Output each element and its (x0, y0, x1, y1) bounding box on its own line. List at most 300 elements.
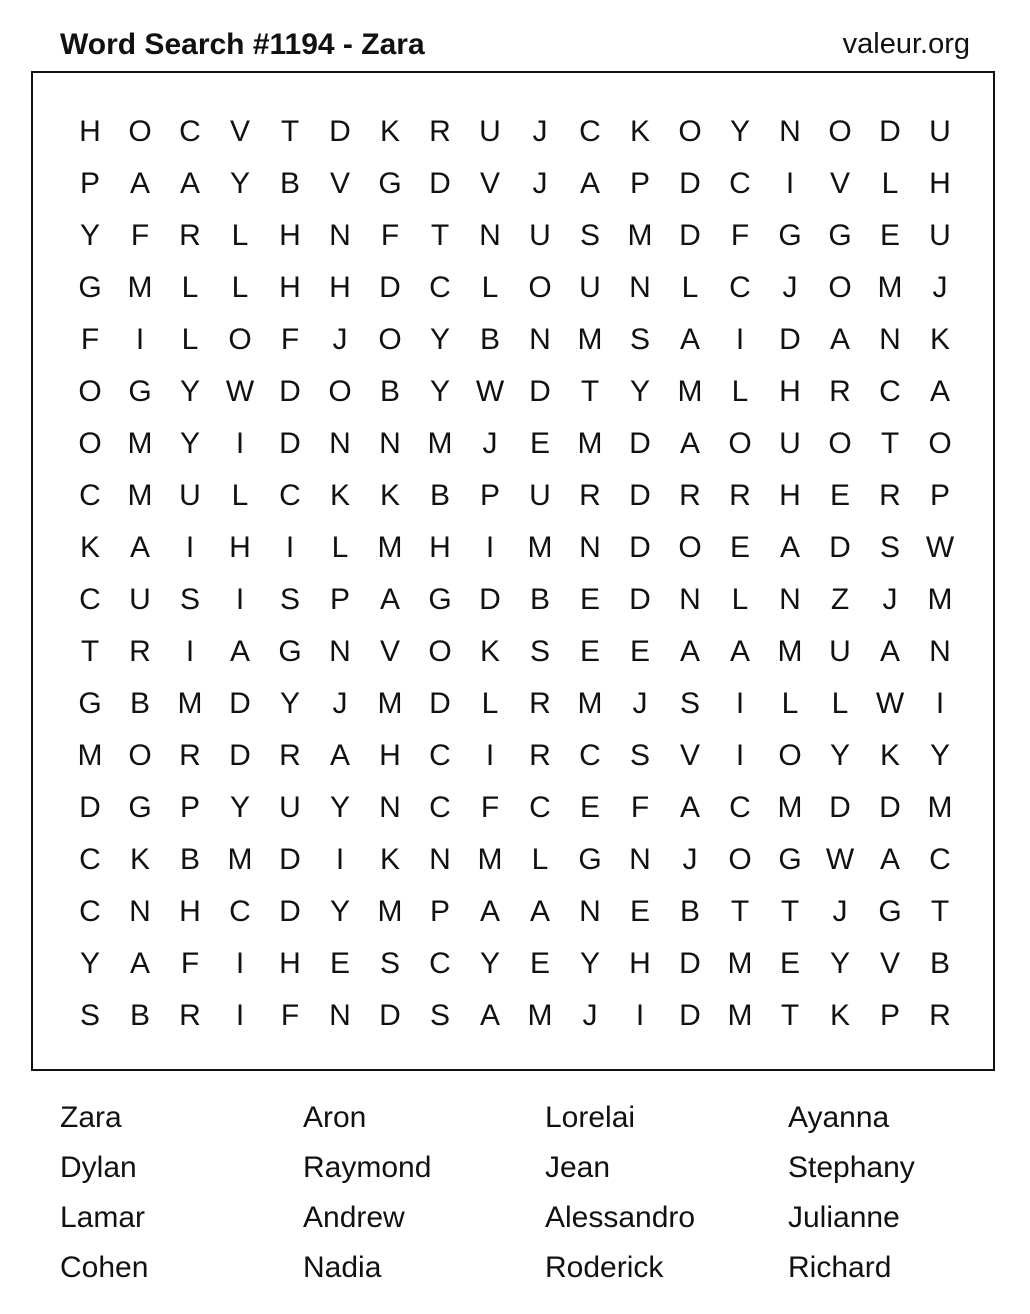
grid-cell[interactable]: K (829, 999, 850, 1032)
grid-cell[interactable]: D (229, 687, 251, 720)
grid-cell[interactable]: Y (329, 791, 350, 824)
grid-cell[interactable]: A (129, 167, 150, 200)
grid-cell[interactable]: Y (179, 375, 200, 408)
grid-cell[interactable]: M (677, 375, 703, 408)
grid-cell[interactable]: D (379, 271, 401, 304)
grid-cell[interactable]: B (679, 895, 700, 928)
grid-cell[interactable]: M (577, 687, 603, 720)
grid-cell[interactable]: A (479, 895, 500, 928)
grid-cell[interactable]: F (130, 219, 150, 252)
grid-cell[interactable]: O (78, 375, 102, 408)
grid-cell[interactable]: I (235, 999, 245, 1032)
grid-cell[interactable]: R (679, 479, 701, 512)
grid-cell[interactable]: I (185, 531, 195, 564)
grid-cell[interactable]: B (379, 375, 400, 408)
grid-cell[interactable]: E (529, 427, 550, 460)
grid-cell[interactable]: K (79, 531, 100, 564)
grid-cell[interactable]: D (429, 687, 451, 720)
grid-cell[interactable]: A (129, 531, 150, 564)
grid-cell[interactable]: H (329, 271, 351, 304)
grid-cell[interactable]: J (332, 687, 348, 720)
grid-cell[interactable]: C (429, 739, 451, 772)
grid-cell[interactable]: V (879, 947, 900, 980)
grid-cell[interactable]: A (779, 531, 800, 564)
grid-cell[interactable]: D (629, 583, 651, 616)
grid-cell[interactable]: H (379, 739, 401, 772)
grid-cell[interactable]: O (378, 323, 402, 356)
grid-cell[interactable]: E (729, 531, 750, 564)
grid-cell[interactable]: M (527, 999, 553, 1032)
grid-cell[interactable]: C (229, 895, 251, 928)
grid-cell[interactable]: T (730, 895, 750, 928)
grid-cell[interactable]: O (678, 115, 702, 148)
grid-cell[interactable]: G (428, 583, 452, 616)
grid-cell[interactable]: D (629, 427, 651, 460)
grid-cell[interactable]: D (329, 115, 351, 148)
grid-cell[interactable]: S (629, 323, 650, 356)
grid-cell[interactable]: L (481, 687, 499, 720)
grid-cell[interactable]: E (579, 583, 600, 616)
grid-cell[interactable]: G (578, 843, 602, 876)
grid-cell[interactable]: A (529, 895, 550, 928)
grid-cell[interactable]: I (785, 167, 795, 200)
grid-cell[interactable]: I (735, 739, 745, 772)
grid-cell[interactable]: G (128, 791, 152, 824)
grid-cell[interactable]: L (231, 271, 249, 304)
grid-cell[interactable]: F (80, 323, 100, 356)
grid-cell[interactable]: O (828, 271, 852, 304)
grid-cell[interactable]: I (735, 687, 745, 720)
grid-cell[interactable]: T (930, 895, 950, 928)
grid-cell[interactable]: K (379, 843, 400, 876)
grid-cell[interactable]: B (129, 687, 150, 720)
grid-cell[interactable]: U (529, 479, 551, 512)
grid-cell[interactable]: R (429, 115, 451, 148)
grid-cell[interactable]: Y (479, 947, 500, 980)
grid-cell[interactable]: D (429, 167, 451, 200)
grid-cell[interactable]: N (679, 583, 701, 616)
grid-cell[interactable]: M (477, 843, 503, 876)
grid-cell[interactable]: R (529, 739, 551, 772)
grid-cell[interactable]: N (429, 843, 451, 876)
grid-cell[interactable]: M (727, 999, 753, 1032)
grid-cell[interactable]: A (729, 635, 750, 668)
grid-cell[interactable]: T (430, 219, 450, 252)
grid-cell[interactable]: O (128, 115, 152, 148)
grid-cell[interactable]: W (925, 531, 955, 564)
grid-cell[interactable]: N (379, 427, 401, 460)
grid-cell[interactable]: A (329, 739, 350, 772)
grid-cell[interactable]: L (881, 167, 899, 200)
grid-cell[interactable]: P (429, 895, 450, 928)
grid-cell[interactable]: A (179, 167, 200, 200)
grid-cell[interactable]: O (228, 323, 252, 356)
grid-cell[interactable]: Y (79, 947, 100, 980)
grid-cell[interactable]: A (129, 947, 150, 980)
grid-cell[interactable]: A (929, 375, 950, 408)
grid-cell[interactable]: A (579, 167, 600, 200)
grid-cell[interactable]: P (79, 167, 100, 200)
grid-cell[interactable]: Y (829, 739, 850, 772)
grid-cell[interactable]: C (179, 115, 201, 148)
grid-cell[interactable]: C (429, 791, 451, 824)
grid-cell[interactable]: S (579, 219, 600, 252)
grid-cell[interactable]: I (485, 531, 495, 564)
grid-cell[interactable]: L (481, 271, 499, 304)
grid-cell[interactable]: C (79, 843, 101, 876)
grid-cell[interactable]: D (679, 947, 701, 980)
grid-cell[interactable]: D (829, 531, 851, 564)
grid-cell[interactable]: G (378, 167, 402, 200)
grid-cell[interactable]: M (577, 323, 603, 356)
grid-cell[interactable]: L (831, 687, 849, 720)
grid-cell[interactable]: Z (830, 583, 850, 616)
grid-cell[interactable]: N (529, 323, 551, 356)
grid-cell[interactable]: C (729, 167, 751, 200)
grid-cell[interactable]: U (779, 427, 801, 460)
grid-cell[interactable]: K (129, 843, 150, 876)
grid-cell[interactable]: I (735, 323, 745, 356)
grid-cell[interactable]: T (780, 895, 800, 928)
grid-cell[interactable]: A (229, 635, 250, 668)
grid-cell[interactable]: D (529, 375, 551, 408)
grid-cell[interactable]: R (179, 739, 201, 772)
grid-cell[interactable]: P (879, 999, 900, 1032)
grid-cell[interactable]: M (877, 271, 903, 304)
grid-cell[interactable]: Y (229, 167, 250, 200)
grid-cell[interactable]: J (532, 167, 548, 200)
grid-cell[interactable]: U (129, 583, 151, 616)
grid-cell[interactable]: E (579, 791, 600, 824)
grid-cell[interactable]: N (329, 999, 351, 1032)
grid-cell[interactable]: Y (579, 947, 600, 980)
grid-cell[interactable]: G (878, 895, 902, 928)
grid-cell[interactable]: O (828, 427, 852, 460)
grid-cell[interactable]: M (777, 791, 803, 824)
grid-cell[interactable]: D (379, 999, 401, 1032)
grid-cell[interactable]: N (379, 791, 401, 824)
grid-cell[interactable]: T (580, 375, 600, 408)
grid-cell[interactable]: M (527, 531, 553, 564)
grid-cell[interactable]: K (379, 479, 400, 512)
grid-cell[interactable]: R (529, 687, 551, 720)
grid-cell[interactable]: M (777, 635, 803, 668)
grid-cell[interactable]: D (279, 375, 301, 408)
grid-cell[interactable]: N (779, 115, 801, 148)
grid-cell[interactable]: A (879, 635, 900, 668)
grid-cell[interactable]: O (928, 427, 952, 460)
grid-cell[interactable]: V (329, 167, 350, 200)
grid-cell[interactable]: O (528, 271, 552, 304)
grid-cell[interactable]: F (280, 999, 300, 1032)
grid-cell[interactable]: N (629, 271, 651, 304)
grid-cell[interactable]: M (627, 219, 653, 252)
grid-cell[interactable]: J (532, 115, 548, 148)
grid-cell[interactable]: K (379, 115, 400, 148)
grid-cell[interactable]: H (279, 219, 301, 252)
grid-cell[interactable]: O (778, 739, 802, 772)
grid-cell[interactable]: O (828, 115, 852, 148)
grid-cell[interactable]: N (129, 895, 151, 928)
grid-cell[interactable]: S (79, 999, 100, 1032)
grid-cell[interactable]: E (579, 635, 600, 668)
grid-cell[interactable]: F (280, 323, 300, 356)
grid-cell[interactable]: R (579, 479, 601, 512)
grid-cell[interactable]: L (781, 687, 799, 720)
grid-cell[interactable]: U (929, 115, 951, 148)
grid-cell[interactable]: O (428, 635, 452, 668)
grid-cell[interactable]: M (177, 687, 203, 720)
grid-cell[interactable]: C (529, 791, 551, 824)
grid-cell[interactable]: O (128, 739, 152, 772)
grid-cell[interactable]: D (229, 739, 251, 772)
grid-cell[interactable]: J (882, 583, 898, 616)
grid-cell[interactable]: N (329, 219, 351, 252)
grid-cell[interactable]: S (379, 947, 400, 980)
grid-cell[interactable]: R (829, 375, 851, 408)
grid-cell[interactable]: M (427, 427, 453, 460)
grid-cell[interactable]: T (80, 635, 100, 668)
grid-cell[interactable]: W (825, 843, 855, 876)
grid-cell[interactable]: D (629, 479, 651, 512)
grid-cell[interactable]: Y (79, 219, 100, 252)
grid-cell[interactable]: S (629, 739, 650, 772)
grid-cell[interactable]: I (335, 843, 345, 876)
grid-cell[interactable]: J (332, 323, 348, 356)
grid-cell[interactable]: H (429, 531, 451, 564)
grid-cell[interactable]: G (128, 375, 152, 408)
grid-cell[interactable]: O (78, 427, 102, 460)
grid-cell[interactable]: D (879, 791, 901, 824)
grid-cell[interactable]: J (632, 687, 648, 720)
grid-cell[interactable]: J (832, 895, 848, 928)
grid-cell[interactable]: Y (829, 947, 850, 980)
grid-cell[interactable]: H (929, 167, 951, 200)
grid-cell[interactable]: S (679, 687, 700, 720)
grid-cell[interactable]: I (285, 531, 295, 564)
grid-cell[interactable]: D (879, 115, 901, 148)
grid-cell[interactable]: N (629, 843, 651, 876)
grid-cell[interactable]: N (329, 427, 351, 460)
grid-cell[interactable]: W (225, 375, 255, 408)
grid-cell[interactable]: D (779, 323, 801, 356)
grid-cell[interactable]: B (479, 323, 500, 356)
grid-cell[interactable]: J (682, 843, 698, 876)
grid-cell[interactable]: E (629, 635, 650, 668)
grid-cell[interactable]: A (829, 323, 850, 356)
grid-cell[interactable]: F (180, 947, 200, 980)
grid-cell[interactable]: H (179, 895, 201, 928)
grid-cell[interactable]: D (629, 531, 651, 564)
grid-cell[interactable]: J (482, 427, 498, 460)
grid-cell[interactable]: N (779, 583, 801, 616)
grid-cell[interactable]: N (329, 635, 351, 668)
grid-cell[interactable]: D (479, 583, 501, 616)
grid-cell[interactable]: J (932, 271, 948, 304)
grid-cell[interactable]: T (880, 427, 900, 460)
grid-cell[interactable]: A (879, 843, 900, 876)
grid-cell[interactable]: D (679, 167, 701, 200)
grid-cell[interactable]: C (729, 791, 751, 824)
grid-cell[interactable]: J (582, 999, 598, 1032)
grid-cell[interactable]: W (475, 375, 505, 408)
grid-cell[interactable]: W (875, 687, 905, 720)
grid-cell[interactable]: C (429, 271, 451, 304)
grid-cell[interactable]: H (229, 531, 251, 564)
grid-cell[interactable]: N (579, 895, 601, 928)
grid-cell[interactable]: F (480, 791, 500, 824)
grid-cell[interactable]: O (678, 531, 702, 564)
grid-cell[interactable]: E (329, 947, 350, 980)
grid-cell[interactable]: U (479, 115, 501, 148)
grid-cell[interactable]: M (577, 427, 603, 460)
grid-cell[interactable]: L (731, 583, 749, 616)
grid-cell[interactable]: V (679, 739, 700, 772)
grid-cell[interactable]: Y (429, 323, 450, 356)
grid-cell[interactable]: G (278, 635, 302, 668)
grid-cell[interactable]: P (929, 479, 950, 512)
grid-cell[interactable]: T (780, 999, 800, 1032)
grid-cell[interactable]: U (529, 219, 551, 252)
grid-cell[interactable]: G (78, 687, 102, 720)
grid-cell[interactable]: H (279, 271, 301, 304)
grid-cell[interactable]: F (630, 791, 650, 824)
grid-cell[interactable]: L (331, 531, 349, 564)
grid-cell[interactable]: E (529, 947, 550, 980)
grid-cell[interactable]: K (929, 323, 950, 356)
grid-cell[interactable]: C (279, 479, 301, 512)
grid-cell[interactable]: O (728, 843, 752, 876)
grid-cell[interactable]: C (429, 947, 451, 980)
grid-cell[interactable]: C (729, 271, 751, 304)
grid-cell[interactable]: K (879, 739, 900, 772)
grid-cell[interactable]: R (729, 479, 751, 512)
grid-cell[interactable]: D (679, 219, 701, 252)
grid-cell[interactable]: A (479, 999, 500, 1032)
grid-cell[interactable]: B (179, 843, 200, 876)
grid-cell[interactable]: K (479, 635, 500, 668)
grid-cell[interactable]: B (529, 583, 550, 616)
grid-cell[interactable]: D (829, 791, 851, 824)
grid-cell[interactable]: Y (929, 739, 950, 772)
grid-cell[interactable]: M (377, 687, 403, 720)
grid-cell[interactable]: P (629, 167, 650, 200)
grid-cell[interactable]: C (879, 375, 901, 408)
grid-cell[interactable]: K (629, 115, 650, 148)
grid-cell[interactable]: K (329, 479, 350, 512)
grid-cell[interactable]: D (279, 843, 301, 876)
grid-cell[interactable]: S (529, 635, 550, 668)
grid-cell[interactable]: N (579, 531, 601, 564)
grid-cell[interactable]: L (231, 219, 249, 252)
grid-cell[interactable]: O (328, 375, 352, 408)
grid-cell[interactable]: B (429, 479, 450, 512)
grid-cell[interactable]: D (79, 791, 101, 824)
grid-cell[interactable]: A (679, 323, 700, 356)
grid-cell[interactable]: S (279, 583, 300, 616)
grid-cell[interactable]: M (927, 791, 953, 824)
grid-cell[interactable]: G (828, 219, 852, 252)
grid-cell[interactable]: Y (279, 687, 300, 720)
grid-cell[interactable]: S (429, 999, 450, 1032)
grid-cell[interactable]: Y (629, 375, 650, 408)
grid-cell[interactable]: N (879, 323, 901, 356)
grid-cell[interactable]: D (279, 427, 301, 460)
grid-cell[interactable]: L (531, 843, 549, 876)
grid-cell[interactable]: H (779, 375, 801, 408)
grid-cell[interactable]: F (380, 219, 400, 252)
grid-cell[interactable]: L (181, 271, 199, 304)
grid-cell[interactable]: N (929, 635, 951, 668)
grid-cell[interactable]: B (279, 167, 300, 200)
grid-cell[interactable]: A (679, 427, 700, 460)
grid-cell[interactable]: H (279, 947, 301, 980)
grid-cell[interactable]: R (879, 479, 901, 512)
grid-cell[interactable]: C (79, 479, 101, 512)
grid-cell[interactable]: M (377, 895, 403, 928)
grid-cell[interactable]: I (485, 739, 495, 772)
grid-cell[interactable]: R (179, 219, 201, 252)
grid-cell[interactable]: L (231, 479, 249, 512)
grid-cell[interactable]: Y (429, 375, 450, 408)
grid-cell[interactable]: E (779, 947, 800, 980)
grid-cell[interactable]: C (929, 843, 951, 876)
grid-cell[interactable]: I (235, 583, 245, 616)
grid-cell[interactable]: Y (729, 115, 750, 148)
grid-cell[interactable]: T (280, 115, 300, 148)
grid-cell[interactable]: M (77, 739, 103, 772)
grid-cell[interactable]: L (181, 323, 199, 356)
grid-cell[interactable]: U (279, 791, 301, 824)
grid-cell[interactable]: J (782, 271, 798, 304)
grid-cell[interactable]: B (129, 999, 150, 1032)
grid-cell[interactable]: O (728, 427, 752, 460)
grid-cell[interactable]: G (778, 219, 802, 252)
grid-cell[interactable]: M (727, 947, 753, 980)
grid-cell[interactable]: L (731, 375, 749, 408)
grid-cell[interactable]: I (135, 323, 145, 356)
grid-cell[interactable]: C (579, 739, 601, 772)
grid-cell[interactable]: M (127, 479, 153, 512)
grid-cell[interactable]: M (377, 531, 403, 564)
grid-cell[interactable]: V (479, 167, 500, 200)
grid-cell[interactable]: L (681, 271, 699, 304)
grid-cell[interactable]: U (579, 271, 601, 304)
grid-cell[interactable]: U (929, 219, 951, 252)
grid-cell[interactable]: A (379, 583, 400, 616)
grid-cell[interactable]: D (279, 895, 301, 928)
grid-cell[interactable]: Y (329, 895, 350, 928)
grid-cell[interactable]: P (329, 583, 350, 616)
grid-cell[interactable]: R (929, 999, 951, 1032)
grid-cell[interactable]: D (679, 999, 701, 1032)
grid-cell[interactable]: A (679, 791, 700, 824)
grid-cell[interactable]: A (679, 635, 700, 668)
grid-cell[interactable]: U (829, 635, 851, 668)
grid-cell[interactable]: I (185, 635, 195, 668)
grid-cell[interactable]: E (879, 219, 900, 252)
grid-cell[interactable]: R (279, 739, 301, 772)
grid-cell[interactable]: I (235, 947, 245, 980)
grid-cell[interactable]: V (229, 115, 250, 148)
grid-cell[interactable]: R (129, 635, 151, 668)
grid-cell[interactable]: H (629, 947, 651, 980)
grid-cell[interactable]: S (879, 531, 900, 564)
grid-cell[interactable]: M (227, 843, 253, 876)
grid-cell[interactable]: C (579, 115, 601, 148)
grid-cell[interactable]: R (179, 999, 201, 1032)
grid-cell[interactable]: M (927, 583, 953, 616)
